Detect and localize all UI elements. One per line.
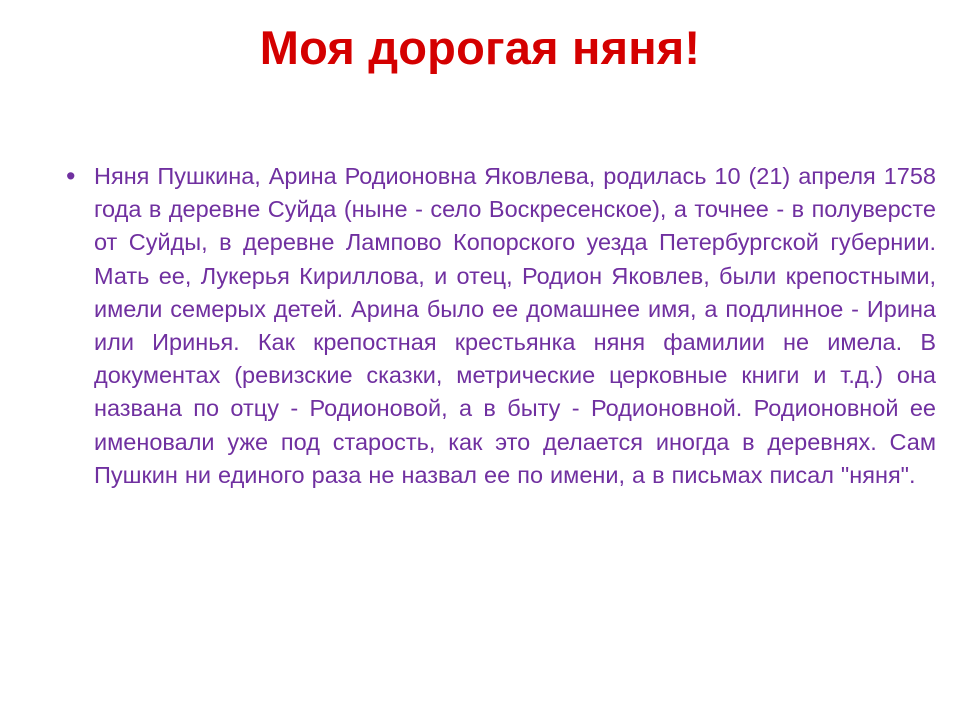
slide-body [56, 160, 936, 492]
page-title: Моя дорогая няня! [259, 21, 701, 74]
bullet-point-icon: • [66, 161, 76, 191]
list-item [56, 160, 936, 492]
bullet-paragraph-text: Няня Пушкина, Арина Родионовна Яковлева, родилась 10 (21) апреля 1758 года в деревне Суйда (ныне - село Воскресенское), а точнее - в полуверсте от Суйды, в деревне Лампово Копорского уезда Петербургской губернии. Мать ее, Лукерья Кириллова, и отец, Родион Яковлев, были крепостными, имели семерых детей. Арина было ее домашнее имя, а подлинное - Ирина или Иринья. Как крепостная крестьянка няня фамилии не имела. В документах (ревизские сказки, метрические церковные книги и т.д.) она названа по отцу - Родионовой, а в быту - Родионовной. Родионовной ее именовали уже под старость, как это делается иногда в деревнях. Сам Пушкин ни единого раза не назвал ее по имени, а в письмах писал "няня". [94, 163, 936, 488]
